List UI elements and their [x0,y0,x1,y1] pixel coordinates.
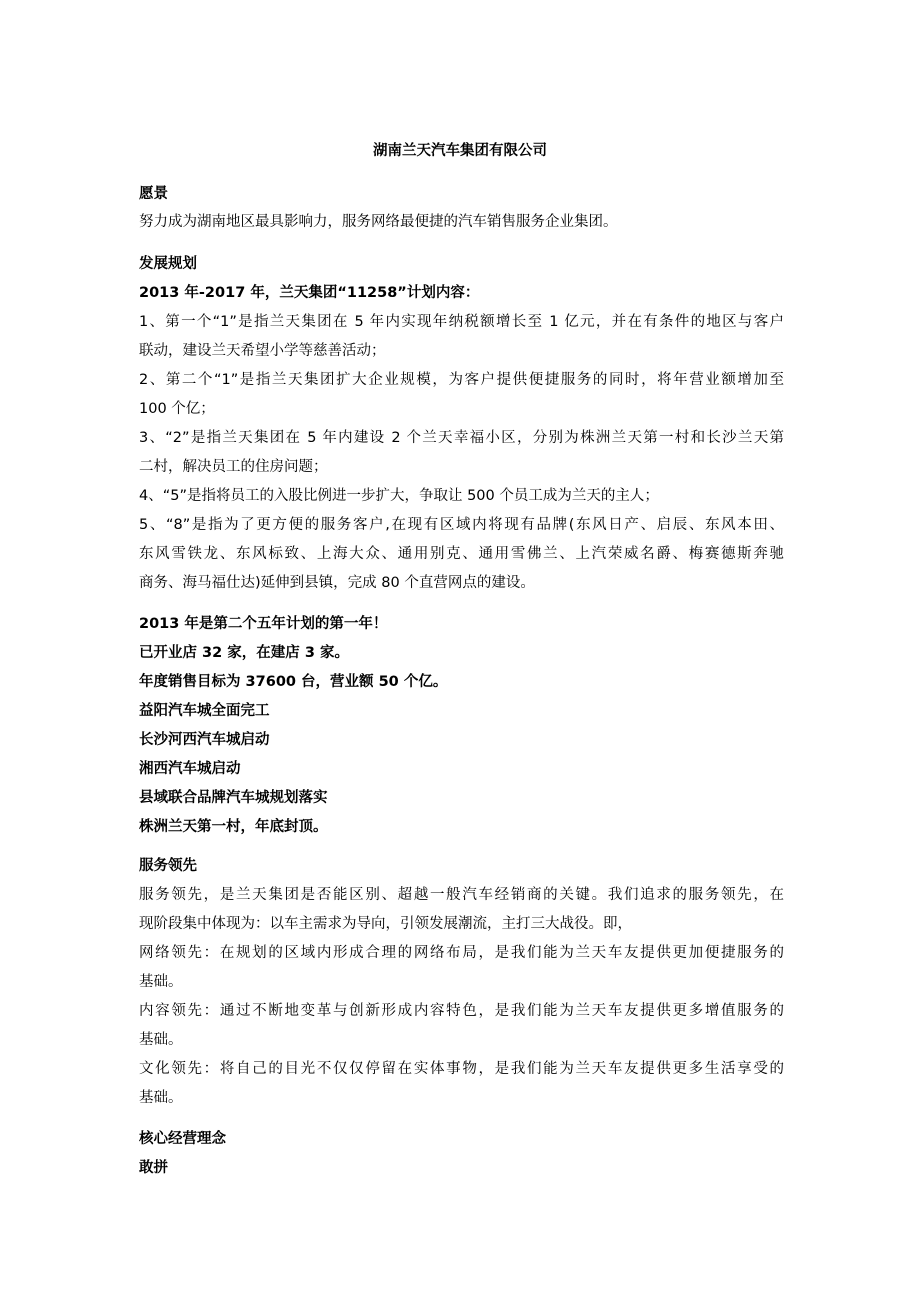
highlight-4: 益阳汽车城全面完工 [139,703,270,719]
vision-heading: 愿景 [139,186,168,202]
plan-item-1-line-1: 1、第一个“1”是指兰天集团在 5 年内实现年纳税额增长至 1 亿元，并在有条件的地区与客户 [139,314,784,330]
plan-item-5-line-3: 商务、海马福仕达)延伸到县镇，完成 80 个直营网点的建设。 [139,575,535,591]
plan-item-4: 4、“5”是指将员工的入股比例进一步扩大，争取让 500 个员工成为兰天的主人； [139,488,659,504]
plan-title: 2013 年-2017 年，兰天集团“11258”计划内容： [139,285,480,301]
plan-item-2-line-1: 2、第二个“1”是指兰天集团扩大企业规模，为客户提供便捷服务的同时，将年营业额增加至 [139,372,784,388]
highlight-5: 长沙河西汽车城启动 [139,732,270,748]
service-content-line-2: 基础。 [139,1032,183,1048]
plan-item-5-line-2: 东风雪铁龙、东风标致、上海大众、通用别克、通用雪佛兰、上汽荣威名爵、梅赛德斯奔驰 [139,546,784,562]
highlight-1: 2013 年是第二个五年计划的第一年！ [139,616,388,632]
service-culture-line-1: 文化领先：将自己的目光不仅仅停留在实体事物，是我们能为兰天车友提供更多生活享受的 [139,1061,784,1077]
core-item: 敢拼 [139,1160,168,1176]
highlight-8: 株洲兰天第一村，年底封顶。 [139,819,328,835]
core-heading: 核心经营理念 [139,1131,226,1147]
service-intro-line-2: 现阶段集中体现为：以车主需求为导向，引领发展潮流，主打三大战役。即， [139,916,632,932]
service-content-line-1: 内容领先：通过不断地变革与创新形成内容特色，是我们能为兰天车友提供更多增值服务的 [139,1003,784,1019]
plan-item-3-line-2: 二村，解决员工的住房问题； [139,459,328,475]
plan-item-5-line-1: 5、“8”是指为了更方便的服务客户,在现有区域内将现有品牌(东风日产、启辰、东风本田、 [139,517,784,533]
highlight-6: 湘西汽车城启动 [139,761,241,777]
development-heading: 发展规划 [139,256,197,272]
highlight-7: 县域联合品牌汽车城规划落实 [139,790,328,806]
plan-item-3-line-1: 3、“2”是指兰天集团在 5 年内建设 2 个兰天幸福小区，分别为株洲兰天第一村和长沙兰天第 [139,430,784,446]
plan-item-2-line-2: 100 个亿； [139,401,215,417]
plan-item-1-line-2: 联动，建设兰天希望小学等慈善活动； [139,343,386,359]
service-heading: 服务领先 [139,858,197,874]
highlight-2: 已开业店 32 家，在建店 3 家。 [139,645,349,661]
service-network-line-1: 网络领先：在规划的区域内形成合理的网络布局，是我们能为兰天车友提供更加便捷服务的 [139,945,784,961]
service-culture-line-2: 基础。 [139,1090,183,1106]
service-network-line-2: 基础。 [139,974,183,990]
service-intro-line-1: 服务领先，是兰天集团是否能区别、超越一般汽车经销商的关键。我们追求的服务领先，在 [139,887,784,903]
highlight-3: 年度销售目标为 37600 台，营业额 50 个亿。 [139,674,448,690]
page-title: 湖南兰天汽车集团有限公司 [373,143,547,159]
vision-text: 努力成为湖南地区最具影响力，服务网络最便捷的汽车销售服务企业集团。 [139,214,618,230]
